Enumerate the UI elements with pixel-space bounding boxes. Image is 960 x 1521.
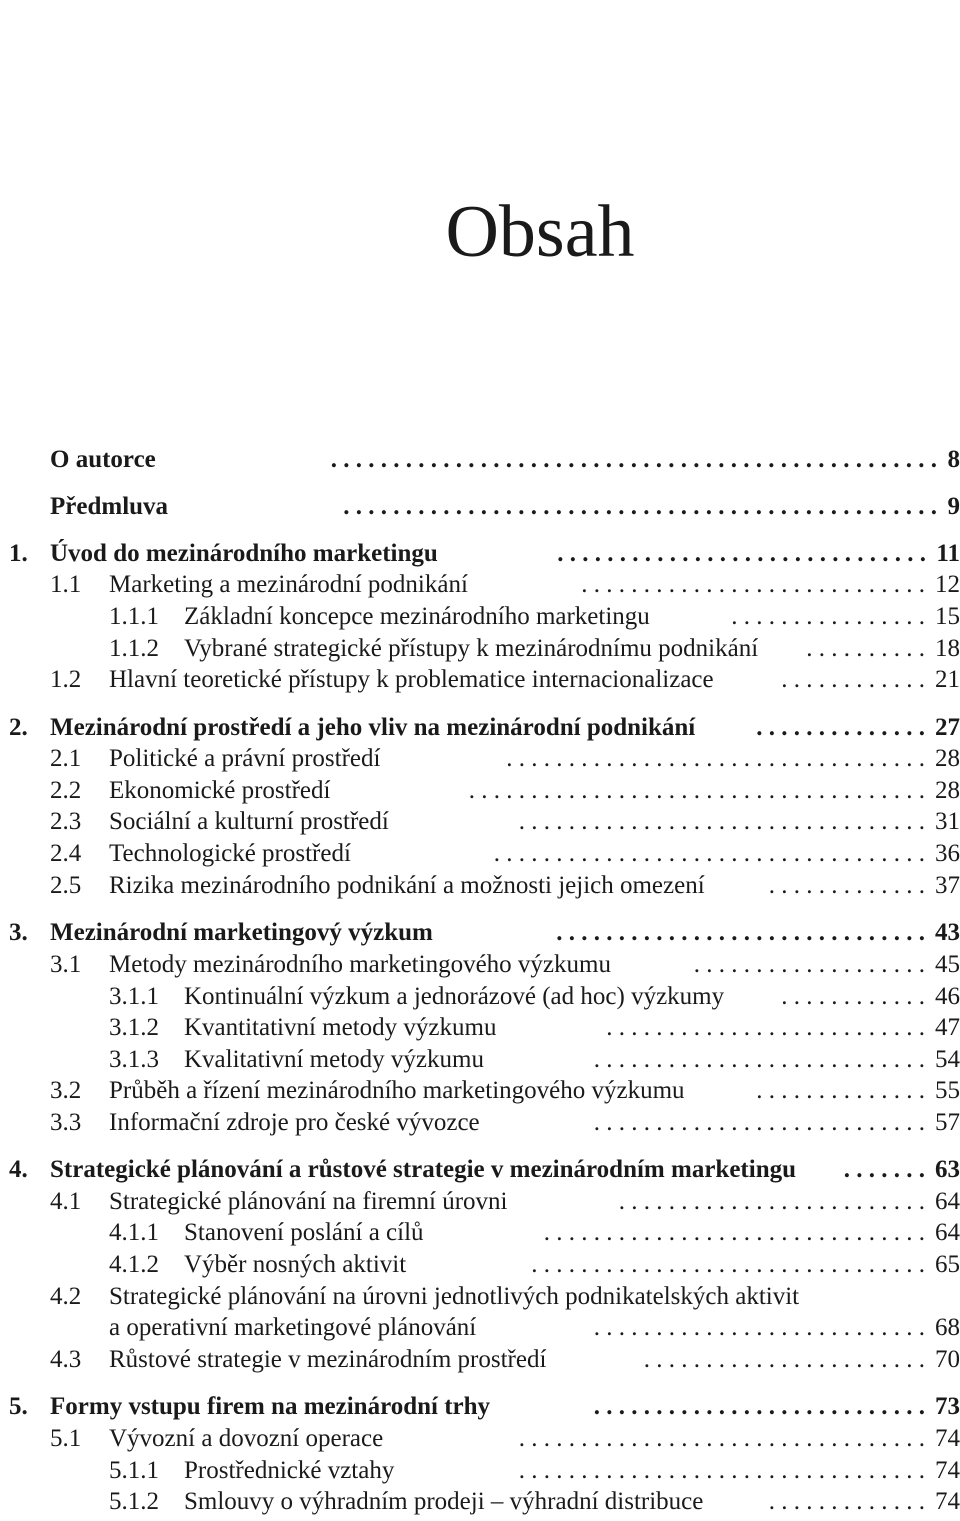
- toc-entry[interactable]: [0, 601, 960, 633]
- toc-entry-number: 1.: [9, 540, 28, 567]
- toc-entry-page: 43: [935, 919, 960, 946]
- toc-entry-page: 12: [935, 571, 960, 598]
- toc-entry-label: Vybrané strategické přístupy k mezinárodnímu podnikání: [184, 635, 759, 662]
- dot-leader: . . . . . . . . . . . . . . . . . . . . . . . . . . . . . .: [557, 540, 926, 567]
- toc-entry[interactable]: [0, 538, 960, 570]
- toc-entry-label: Politické a právní prostředí: [109, 745, 381, 772]
- toc-entry-label: Předmluva: [50, 493, 169, 520]
- toc-entry[interactable]: [0, 743, 960, 775]
- toc-entry-number: 2.1: [50, 745, 82, 772]
- toc-entry-label: Marketing a mezinárodní podnikání: [109, 571, 468, 598]
- toc-entry-label: Prostřednické vztahy: [184, 1457, 395, 1484]
- dot-leader: . . . . . . . . . . . .: [781, 666, 925, 693]
- dot-leader: . . . . . . . . . . . . . . . . . . . . . . . . . . . . . . . . .: [518, 1457, 925, 1484]
- toc-entry-page: 47: [935, 1014, 960, 1041]
- toc-entry-page: 46: [935, 983, 960, 1010]
- dot-leader: . . . . . . . . . . . . . . . . . . . . . . . . . . . .: [581, 571, 925, 598]
- toc-entry-number: 2.3: [50, 808, 82, 835]
- dot-leader: . . . . . . . . . . . . . . . . . . . . . . . . .: [618, 1188, 925, 1215]
- toc-entry-page: 21: [935, 666, 960, 693]
- toc-entry-number: 1.1.1: [109, 603, 159, 630]
- dot-leader: . . . . . . . . . . . . . .: [756, 1077, 925, 1104]
- toc-entry-number: 4.1.2: [109, 1251, 159, 1278]
- toc-entry[interactable]: [0, 917, 960, 949]
- toc-entry-page: 70: [935, 1346, 960, 1373]
- toc-entry-label: Hlavní teoretické přístupy k problematice internacionalizace: [109, 666, 714, 693]
- toc-entry-page: 45: [935, 951, 960, 978]
- toc-entry-page: 28: [935, 777, 960, 804]
- toc-entry-page: 63: [935, 1156, 960, 1183]
- dot-leader: . . . . . . . . . .: [806, 635, 925, 662]
- toc-entry[interactable]: [0, 1012, 960, 1044]
- toc-entry-label: Kontinuální výzkum a jednorázové (ad hoc) výzkumy: [184, 983, 725, 1010]
- dot-leader: . . . . . . . . . . . . .: [768, 1488, 925, 1515]
- toc-entry[interactable]: [0, 870, 960, 902]
- toc-entry-number: 2.5: [50, 872, 82, 899]
- toc-entry-label: Informační zdroje pro české vývozce: [109, 1109, 480, 1136]
- toc-entry-number: 5.1: [50, 1425, 82, 1452]
- page-title: Obsah: [445, 191, 635, 273]
- toc-entry-page: 36: [935, 840, 960, 867]
- toc-entry-label: Strategické plánování na firemní úrovni: [109, 1188, 508, 1215]
- toc-entry[interactable]: [0, 1455, 960, 1487]
- toc-entry-number: 3.: [9, 919, 28, 946]
- toc-entry-label: Strategické plánování a růstové strategie v mezinárodním marketingu: [50, 1156, 796, 1183]
- toc-entry-label: Průběh a řízení mezinárodního marketingového výzkumu: [109, 1077, 685, 1104]
- toc-entry-number: 5.: [9, 1393, 28, 1420]
- dot-leader: . . . . . . . . . . . . . . . . . . . . . . . . . . . . . . . . . . .: [493, 840, 925, 867]
- toc-entry-number: 2.2: [50, 777, 82, 804]
- toc-entry-label: Kvalitativní metody výzkumu: [184, 1046, 484, 1073]
- toc-entry-page: 8: [947, 446, 960, 473]
- toc-entry[interactable]: [0, 949, 960, 981]
- toc-entry-label: a operativní marketingové plánování: [109, 1314, 477, 1341]
- dot-leader: . . . . . . . . . . . . . . . . . . . . . . . . . . . . . . . . .: [518, 808, 925, 835]
- dot-leader: . . . . . . . . . . . . .: [768, 872, 925, 899]
- toc-entry-label: Formy vstupu firem na mezinárodní trhy: [50, 1393, 491, 1420]
- toc-entry-page: 15: [935, 603, 960, 630]
- toc-entry-label: Kvantitativní metody výzkumu: [184, 1014, 497, 1041]
- dot-leader: . . . . . . . . . . . .: [781, 983, 925, 1010]
- toc-entry-page: 74: [935, 1425, 960, 1452]
- dot-leader: . . . . . . . . . . . . . . . . . . . . . . . . . . .: [593, 1109, 925, 1136]
- toc-entry-label: Sociální a kulturní prostředí: [109, 808, 389, 835]
- toc-entry[interactable]: [0, 1391, 960, 1423]
- toc-entry[interactable]: [0, 775, 960, 807]
- dot-leader: . . . . . . . . . . . . . .: [756, 714, 925, 741]
- toc-entry[interactable]: [0, 1154, 960, 1186]
- toc-entry-label: O autorce: [50, 446, 156, 473]
- toc-entry-page: 55: [935, 1077, 960, 1104]
- toc-entry-page: 64: [935, 1219, 960, 1246]
- toc-entry-number: 5.1.1: [109, 1457, 159, 1484]
- toc-entry[interactable]: [0, 1217, 960, 1249]
- dot-leader: . . . . . . .: [843, 1156, 925, 1183]
- toc-entry-number: 4.1.1: [109, 1219, 159, 1246]
- toc-entry-number: 4.2: [50, 1283, 82, 1310]
- dot-leader: . . . . . . . . . . . . . . . . . . . . . . . . . .: [606, 1014, 925, 1041]
- toc-entry[interactable]: [0, 1423, 960, 1455]
- toc-entry-page: 74: [935, 1457, 960, 1484]
- toc-entry[interactable]: [0, 838, 960, 870]
- dot-leader: . . . . . . . . . . . . . . . . . . . . . . .: [643, 1346, 925, 1373]
- dot-leader: . . . . . . . . . . . . . . . . . . . . . . . . . . .: [593, 1314, 925, 1341]
- toc-entry-number: 3.2: [50, 1077, 82, 1104]
- toc-entry-label: Základní koncepce mezinárodního marketingu: [184, 603, 650, 630]
- dot-leader: . . . . . . . . . . . . . . . . . . . . . . . . . . .: [593, 1393, 925, 1420]
- toc-entry-page: 28: [935, 745, 960, 772]
- toc-entry[interactable]: [0, 1281, 960, 1313]
- toc-entry-label: Mezinárodní prostředí a jeho vliv na mezinárodní podnikání: [50, 714, 696, 741]
- toc-entry-page: 54: [935, 1046, 960, 1073]
- toc-entry-label: Úvod do mezinárodního marketingu: [50, 540, 438, 567]
- toc-entry[interactable]: [0, 664, 960, 696]
- toc-entry-page: 9: [947, 493, 960, 520]
- toc-entry-page: 18: [935, 635, 960, 662]
- toc-entry-page: 31: [935, 808, 960, 835]
- toc-entry-label: Smlouvy o výhradním prodeji – výhradní distribuce: [184, 1488, 704, 1515]
- dot-leader: . . . . . . . . . . . . . . . . . . .: [693, 951, 925, 978]
- dot-leader: . . . . . . . . . . . . . . . . . . . . . . . . . . . . . .: [556, 919, 925, 946]
- toc-entry-number: 2.: [9, 714, 28, 741]
- dot-leader: . . . . . . . . . . . . . . . . . . . . . . . . . . . . . . . . . . . . .: [468, 777, 925, 804]
- toc-entry-number: 3.1.3: [109, 1046, 159, 1073]
- toc-entry-label: Ekonomické prostředí: [109, 777, 331, 804]
- toc-entry-number: 1.1.2: [109, 635, 159, 662]
- toc-entry-number: 3.1.1: [109, 983, 159, 1010]
- toc-entry-number: 4.: [9, 1156, 28, 1183]
- toc-entry-page: 65: [935, 1251, 960, 1278]
- toc-entry[interactable]: [0, 444, 960, 476]
- toc-entry-number: 1.2: [50, 666, 82, 693]
- toc-entry-number: 4.1: [50, 1188, 82, 1215]
- toc-entry[interactable]: [0, 1107, 960, 1139]
- dot-leader: . . . . . . . . . . . . . . . . . . . . . . . . . . . . . . .: [543, 1219, 925, 1246]
- toc-entry-number: 3.3: [50, 1109, 82, 1136]
- dot-leader: . . . . . . . . . . . . . . . . . . . . . . . . . . . . . . . . . . . . . . . . . . . . . . . .: [343, 493, 937, 520]
- toc-entry[interactable]: [0, 1186, 960, 1218]
- toc-entry[interactable]: [0, 1075, 960, 1107]
- toc-entry-label: Výběr nosných aktivit: [184, 1251, 407, 1278]
- toc-entry-page: 68: [935, 1314, 960, 1341]
- toc-entry-number: 2.4: [50, 840, 82, 867]
- toc-entry-number: 5.1.2: [109, 1488, 159, 1515]
- toc-entry[interactable]: [0, 1044, 960, 1076]
- toc-entry-label: Mezinárodní marketingový výzkum: [50, 919, 433, 946]
- toc-entry-label: Růstové strategie v mezinárodním prostředí: [109, 1346, 547, 1373]
- toc-entry-page: 27: [935, 714, 960, 741]
- toc-entry-number: 3.1: [50, 951, 82, 978]
- toc-entry[interactable]: [0, 569, 960, 601]
- toc-entry-number: 4.3: [50, 1346, 82, 1373]
- dot-leader: . . . . . . . . . . . . . . . .: [731, 603, 925, 630]
- toc-entry[interactable]: [0, 981, 960, 1013]
- toc-entry-page: 11: [936, 540, 960, 567]
- dot-leader: . . . . . . . . . . . . . . . . . . . . . . . . . . . . . . . . . . . . . . . . . . . . . . . . .: [330, 446, 937, 473]
- toc-entry-label: Technologické prostředí: [109, 840, 351, 867]
- toc-entry[interactable]: [0, 712, 960, 744]
- toc-entry-number: 1.1: [50, 571, 82, 598]
- toc-entry-label: Strategické plánování na úrovni jednotlivých podnikatelských aktivit: [109, 1283, 800, 1310]
- toc-entry-page: 57: [935, 1109, 960, 1136]
- toc-entry[interactable]: [0, 491, 960, 523]
- toc-entry-number: 3.1.2: [109, 1014, 159, 1041]
- toc-entry[interactable]: [0, 1312, 960, 1344]
- toc-entry[interactable]: [0, 806, 960, 838]
- toc-entry-label: Rizika mezinárodního podnikání a možnosti jejich omezení: [109, 872, 705, 899]
- dot-leader: . . . . . . . . . . . . . . . . . . . . . . . . . . . . . . . . .: [518, 1425, 925, 1452]
- toc-entry-label: Stanovení poslání a cílů: [184, 1219, 424, 1246]
- dot-leader: . . . . . . . . . . . . . . . . . . . . . . . . . . . . . . . . . .: [506, 745, 925, 772]
- toc-entry-page: 74: [935, 1488, 960, 1515]
- toc-entry-page: 64: [935, 1188, 960, 1215]
- toc-entry[interactable]: [0, 1249, 960, 1281]
- toc-entry-label: Vývozní a dovozní operace: [109, 1425, 384, 1452]
- toc-entry[interactable]: [0, 633, 960, 665]
- toc-entry-label: Metody mezinárodního marketingového výzkumu: [109, 951, 611, 978]
- dot-leader: . . . . . . . . . . . . . . . . . . . . . . . . . . .: [593, 1046, 925, 1073]
- dot-leader: . . . . . . . . . . . . . . . . . . . . . . . . . . . . . . . .: [531, 1251, 925, 1278]
- toc-entry[interactable]: [0, 1486, 960, 1518]
- toc-entry[interactable]: [0, 1344, 960, 1376]
- toc-entry-page: 37: [935, 872, 960, 899]
- toc-entry-page: 73: [935, 1393, 960, 1420]
